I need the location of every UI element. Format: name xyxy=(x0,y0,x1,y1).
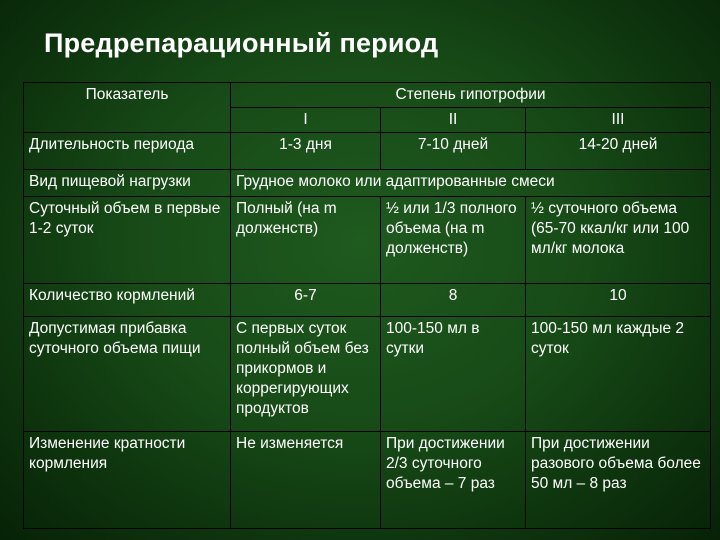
table-header-row xyxy=(24,83,711,108)
row-label: Количество кормлений xyxy=(24,284,231,317)
merged-cell: Грудное молоко или адаптированные смеси xyxy=(231,170,711,197)
row-label: Суточный объем в первые 1-2 суток xyxy=(24,197,231,284)
header-degree: Степень гипотрофии xyxy=(231,83,711,108)
row-label: Изменение кратности кормления xyxy=(24,432,231,529)
data-table xyxy=(23,82,711,529)
cell: ½ или 1/3 полного объема (на m долженств) xyxy=(381,197,526,284)
cell: 100-150 мл каждые 2 суток xyxy=(526,317,711,432)
cell: При достижении разового объема более 50 мл – 8 раз xyxy=(526,432,711,529)
header-degree-1: I xyxy=(231,108,381,133)
cell: 7-10 дней xyxy=(381,133,526,170)
table-row xyxy=(24,197,711,284)
cell: При достижении 2/3 суточного объема – 7 раз xyxy=(381,432,526,529)
table-row xyxy=(24,133,711,170)
cell: 14-20 дней xyxy=(526,133,711,170)
cell: ½ суточного объема (65-70 ккал/кг или 100 мл/кг молока xyxy=(526,197,711,284)
row-label: Допустимая прибавка суточного объема пищи xyxy=(24,317,231,432)
cell: 8 xyxy=(381,284,526,317)
row-label: Вид пищевой нагрузки xyxy=(24,170,231,197)
header-degree-3: III xyxy=(526,108,711,133)
cell: 1-3 дня xyxy=(231,133,381,170)
row-label: Длительность периода xyxy=(24,133,231,170)
cell: 10 xyxy=(526,284,711,317)
cell: 100-150 мл в сутки xyxy=(381,317,526,432)
page-title: Предрепарационный период xyxy=(44,28,439,58)
table-row xyxy=(24,170,711,197)
table-row xyxy=(24,432,711,529)
table-row xyxy=(24,317,711,432)
header-degree-2: II xyxy=(381,108,526,133)
cell: 6-7 xyxy=(231,284,381,317)
table-row xyxy=(24,284,711,317)
cell: Не изменяется xyxy=(231,432,381,529)
header-indicator: Показатель xyxy=(24,83,231,133)
cell: Полный (на m долженств) xyxy=(231,197,381,284)
cell: С первых суток полный объем без прикормов и коррегирующих продуктов xyxy=(231,317,381,432)
